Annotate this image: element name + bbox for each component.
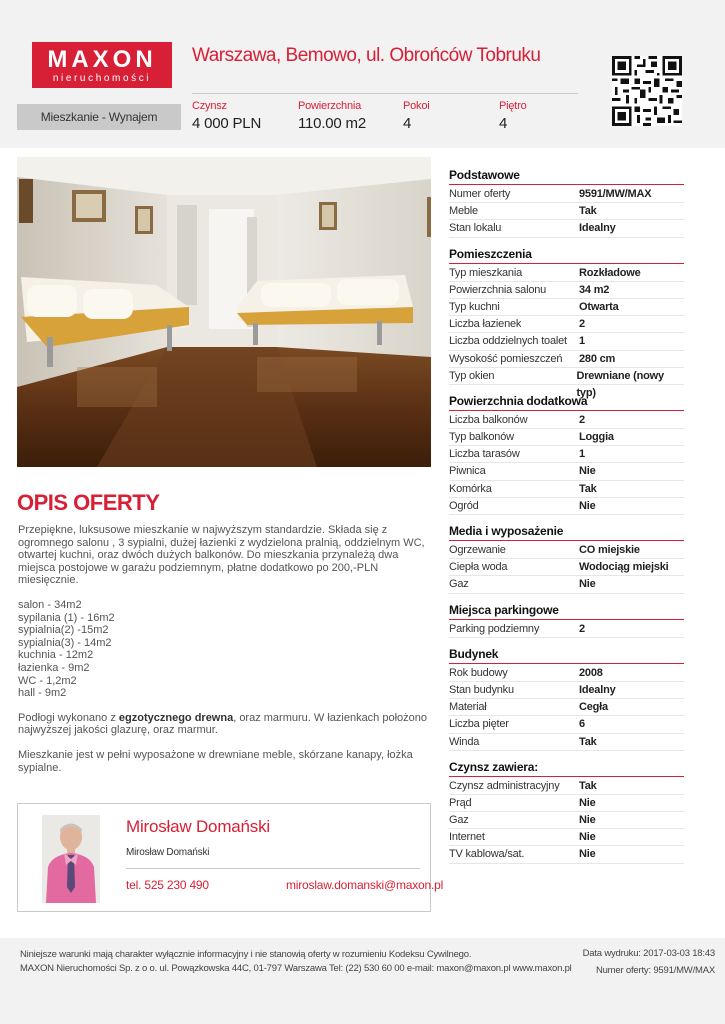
agent-phone-link[interactable]: tel. 525 230 490 (126, 878, 209, 892)
detail-row (449, 812, 684, 829)
detail-row (449, 186, 684, 203)
detail-label: Parking podziemny (449, 622, 540, 635)
detail-row (449, 282, 684, 299)
detail-value: Rozkładowe (579, 266, 641, 279)
detail-label: Powierzchnia salonu (449, 283, 547, 296)
detail-label: Stan lokalu (449, 222, 502, 235)
stat-area-label: Powierzchnia (298, 100, 362, 112)
section-title: Czynsz zawiera: (449, 760, 684, 777)
detail-label: Wysokość pomieszczeń (449, 352, 563, 365)
header-divider (192, 93, 578, 94)
detail-row (449, 682, 684, 699)
stat-area (298, 100, 366, 132)
detail-row (449, 446, 684, 463)
detail-label: Liczba balkonów (449, 413, 528, 426)
detail-row (449, 299, 684, 316)
detail-value: 34 m2 (579, 283, 610, 296)
detail-value: 2 (579, 622, 585, 635)
stat-area-value: 110.00 m2 (298, 115, 366, 132)
stat-rent-value: 4 000 PLN (192, 115, 262, 132)
detail-row (449, 463, 684, 480)
stat-rent-label: Czynsz (192, 100, 227, 112)
section-title: Media i wyposażenie (449, 524, 684, 541)
description-paragraph: Mieszkanie jest w pełni wyposażone w drewniane meble, skórzane kanapy, łożka sypialne. (18, 748, 413, 774)
detail-row (449, 481, 684, 498)
detail-label: Liczba pięter (449, 718, 509, 731)
room-item: hall - 9m2 (18, 687, 67, 700)
stat-rooms (403, 100, 430, 132)
agent-name: Mirosław Domański (126, 817, 270, 836)
detail-value: Drewniane (nowy typ) (576, 369, 664, 399)
detail-row (449, 846, 684, 863)
detail-label: Gaz (449, 814, 469, 827)
details-section (449, 394, 684, 515)
detail-value: 9591/MW/MAX (579, 188, 652, 200)
agent-email-link[interactable]: miroslaw.domanski@maxon.pl (286, 878, 444, 892)
room-item: łazienka - 9m2 (18, 661, 90, 674)
description-paragraph (18, 712, 428, 737)
detail-row (449, 716, 684, 733)
detail-value: 6 (579, 718, 585, 731)
stat-floor-value: 4 (499, 115, 508, 132)
detail-value: Nie (579, 796, 596, 809)
details-section (449, 524, 684, 594)
detail-label: Ogród (449, 499, 479, 512)
detail-value: Tak (579, 779, 597, 792)
stat-rooms-value: 4 (403, 115, 412, 132)
qr-code-icon[interactable] (612, 56, 682, 126)
detail-value: Nie (579, 814, 596, 827)
property-photo[interactable] (17, 157, 431, 467)
detail-label: Typ balkonów (449, 431, 514, 444)
detail-label: Ogrzewanie (449, 544, 506, 556)
room-item: salon - 34m2 (18, 598, 82, 611)
detail-value: Loggia (579, 431, 614, 444)
room-list (18, 599, 428, 700)
detail-label: Piwnica (449, 465, 486, 478)
detail-value: CO miejskie (579, 544, 640, 556)
detail-value: Idealny (579, 683, 616, 696)
room-item: sypialnia(2) -15m2 (18, 624, 109, 637)
stat-floor (499, 100, 527, 132)
detail-row (449, 351, 684, 368)
detail-label: Prąd (449, 796, 472, 809)
room-item: kuchnia - 12m2 (18, 649, 94, 662)
detail-row (449, 412, 684, 429)
detail-row (449, 542, 684, 559)
footer-offer-number: Numer oferty: 9591/MW/MAX (595, 965, 715, 976)
room-item: sypilania (1) - 16m2 (18, 611, 115, 624)
agent-divider (126, 868, 420, 869)
detail-value: Otwarta (579, 300, 619, 313)
detail-label: Liczba łazienek (449, 318, 522, 331)
stat-rent (192, 100, 261, 132)
detail-label: Gaz (449, 578, 469, 591)
floor-text-start: Podłogi wykonano z (18, 711, 119, 724)
detail-value: Nie (579, 499, 596, 512)
detail-label: Numer oferty (449, 188, 511, 200)
section-title: Powierzchnia dodatkowa (449, 394, 684, 411)
detail-row (449, 665, 684, 682)
room-item: WC - 1,2m2 (18, 674, 77, 687)
detail-row (449, 734, 684, 751)
detail-row (449, 498, 684, 515)
details-section (449, 246, 684, 399)
detail-row (449, 429, 684, 446)
floor-text-end: , oraz marmuru. W łazienkach położono najwyższej jakości glazurę, oraz marmur. (18, 711, 428, 737)
property-address: Warszawa, Bemowo, ul. Obrońców Tobruku (192, 45, 541, 66)
detail-row (449, 333, 684, 350)
detail-row (449, 621, 684, 638)
detail-value: 280 cm (579, 352, 616, 365)
agent-subtitle: Mirosław Domański (126, 847, 210, 858)
detail-label: Typ mieszkania (449, 266, 523, 279)
detail-value: Nie (579, 578, 596, 591)
detail-row (449, 829, 684, 846)
detail-row (449, 368, 684, 399)
agent-photo (42, 815, 100, 903)
detail-row (449, 699, 684, 716)
detail-value: Nie (579, 831, 596, 844)
detail-value: 1 (579, 448, 585, 461)
detail-value: 2 (579, 318, 585, 331)
detail-label: Stan budynku (449, 683, 514, 696)
detail-value: Nie (579, 848, 596, 861)
footer-print-date: Data wydruku: 2017-03-03 18:43 (582, 948, 715, 959)
details-section (449, 760, 684, 864)
logo-text: MAXON (47, 46, 157, 73)
detail-value: 2008 (579, 666, 603, 679)
detail-value: Cegła (579, 701, 608, 714)
detail-label: Komórka (449, 482, 492, 495)
description-text (18, 524, 428, 786)
detail-row (449, 220, 684, 237)
detail-label: Meble (449, 205, 478, 218)
detail-value: Wodociąg miejski (579, 561, 669, 574)
section-title: Pomieszczenia (449, 247, 684, 264)
detail-value: Tak (579, 735, 597, 748)
detail-label: Rok budowy (449, 666, 508, 679)
section-title: Budynek (449, 647, 684, 664)
page-header (0, 0, 725, 148)
detail-label: Typ okien (449, 369, 495, 382)
detail-row (449, 576, 684, 593)
page-footer (0, 938, 725, 1024)
detail-row (449, 316, 684, 333)
section-title: Miejsca parkingowe (449, 603, 684, 620)
footer-disclaimer: Niniejsze warunki mają charakter wyłącznie informacyjny i nie stanowią oferty w rozumieniu Kodeksu Cywilnego. (20, 949, 472, 960)
detail-value: Tak (579, 482, 597, 495)
detail-value: 2 (579, 413, 585, 426)
detail-value: 1 (579, 335, 585, 348)
stat-floor-label: Piętro (499, 100, 527, 112)
property-details (449, 168, 684, 873)
footer-company-info: MAXON Nieruchomości Sp. z o o. ul. Powązkowska 44C, 01-797 Warszawa Tel: (22) 530 60 00 e-mail: maxon@maxon.pl www.maxon.pl (20, 963, 572, 974)
detail-label: Materiał (449, 701, 487, 714)
section-title: Podstawowe (449, 168, 684, 185)
detail-value: Nie (579, 465, 596, 478)
detail-label: Typ kuchni (449, 300, 500, 313)
detail-label: Internet (449, 831, 485, 844)
details-section (449, 647, 684, 751)
description-paragraph: Przepiękne, luksusowe mieszkanie w najwyższym standardzie. Składa się z ogromnego salonu , 3 sypialni, dużej łazienki z wydzielona pralnią, oddzielnym WC, otwartej kuchni, oraz dwóch dużych balkonów. Do mieszkania przynależą dwa miejsca postojowe w garażu podziemnym, płatne dodatkowo po 200,-PLN miesięcznie. (18, 524, 425, 587)
logo-subtext: nieruchomości (52, 73, 152, 84)
floor-text-bold: egzotycznego drewna (118, 711, 234, 724)
detail-label: TV kablowa/sat. (449, 848, 525, 861)
detail-row (449, 559, 684, 576)
agent-card (17, 803, 444, 912)
detail-row (449, 265, 684, 282)
description-title: OPIS OFERTY (17, 490, 160, 515)
listing-type-badge: Mieszkanie - Wynajem (17, 104, 181, 130)
detail-row (449, 778, 684, 795)
detail-label: Winda (449, 735, 480, 748)
detail-label: Liczba oddzielnych toalet (449, 335, 567, 348)
detail-label: Liczba tarasów (449, 448, 520, 461)
details-section (449, 168, 684, 238)
detail-label: Czynsz administracyjny (449, 779, 560, 792)
detail-label: Ciepła woda (449, 561, 508, 574)
stat-rooms-label: Pokoi (403, 100, 430, 112)
detail-row (449, 795, 684, 812)
maxon-logo[interactable] (32, 42, 172, 88)
details-section (449, 603, 684, 638)
detail-row (449, 203, 684, 220)
room-item: sypialnia(3) - 14m2 (18, 636, 112, 649)
detail-value: Tak (579, 205, 597, 218)
detail-value: Idealny (579, 222, 616, 235)
